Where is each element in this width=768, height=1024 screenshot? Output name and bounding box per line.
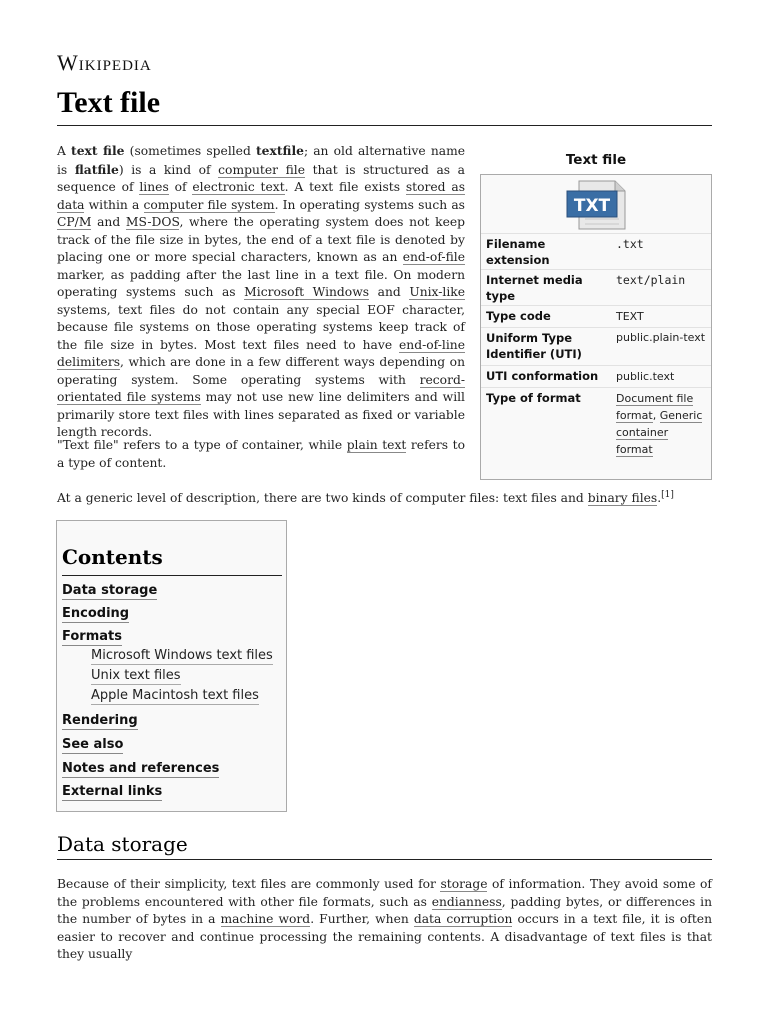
infobox-title: Text file: [565, 152, 627, 168]
link-stored-as-data[interactable]: stored as data: [57, 180, 466, 212]
infobox-value: text/plain: [616, 273, 686, 287]
link-electronic-text[interactable]: electronic text: [192, 180, 285, 194]
table-of-contents: [56, 520, 287, 812]
intro-paragraph: A text file (sometimes spelled textfile; an old alternative name is flatfile) is a kind of computer file that is structured as a sequence of lines of electronic text. A text file exists stored as data within a computer file system. In operating systems such as CP/M and MS-DOS, where the operating system does not keep track of the file size in bytes, the end of a text file is denoted by placing one or more special characters, known as an end-of-file marker, as padding after the last line in a text file. On modern operating systems such as Microsoft Windows and Unix-like systems, text files do not contain any special EOF character, because file systems on those operating systems keep track of the file size in bytes. Most text files need to have end-of-line delimiters, which are done in a few different ways depending on operating system. Some operating systems with record-orientated file systems may not use new line delimiters and will primarily store text files with lines separated as fixed or variable length records.: [57, 143, 466, 439]
infobox-value: Document file format, Generic container format: [616, 392, 703, 456]
link-machine-word[interactable]: machine word: [220, 912, 311, 926]
infobox-key: Uniform Type Identifier (UTI): [486, 331, 582, 361]
link-computer-file[interactable]: computer file: [218, 162, 305, 177]
toc-subitem-unix[interactable]: Unix text files: [91, 668, 181, 683]
txt-icon-label: TXT: [573, 196, 611, 216]
generic-paragraph: At a generic level of description, there are two kinds of computer files: text files and binary files.[1]: [57, 490, 674, 506]
infobox-row: [481, 387, 711, 480]
wikipedia-logo[interactable]: Wikipedia: [57, 50, 152, 75]
toc-item-notes[interactable]: Notes and references: [62, 761, 220, 776]
infobox-key: Type code: [486, 309, 551, 323]
link-plain-text[interactable]: plain text: [346, 438, 407, 452]
link-cpm[interactable]: CP/M: [57, 215, 92, 229]
infobox-row: [481, 305, 711, 328]
link-generic-container-format[interactable]: Generic container format: [616, 409, 703, 456]
bold-term: text file: [71, 143, 125, 158]
link-lines[interactable]: lines: [139, 180, 169, 194]
link-document-file-format[interactable]: Document file format: [616, 392, 694, 422]
bold-term: flatfile: [74, 161, 119, 177]
toc-item-see-also[interactable]: See also: [62, 737, 124, 752]
toc-item-formats[interactable]: Formats: [62, 629, 122, 644]
toc-item-rendering[interactable]: Rendering: [62, 713, 138, 728]
infobox-key: UTI conformation: [486, 369, 599, 383]
link-unix-like[interactable]: Unix-like: [409, 285, 466, 299]
reference-1[interactable]: [1]: [661, 490, 674, 500]
link-end-of-line[interactable]: end-of-line: [399, 337, 465, 352]
infobox-key: Filename extension: [486, 237, 550, 267]
infobox: [480, 174, 712, 480]
infobox-value: TEXT: [616, 310, 644, 323]
section-heading-data-storage: Data storage: [57, 832, 188, 856]
toc-title: Contents: [62, 545, 163, 569]
infobox-key: Type of format: [486, 391, 581, 405]
toc-item-external-links[interactable]: External links: [62, 784, 163, 799]
link-computer-file-system[interactable]: computer file system: [143, 197, 275, 212]
infobox-row: [481, 269, 711, 306]
link-ms-dos[interactable]: MS-DOS: [125, 215, 180, 229]
toc-subitem-windows[interactable]: Microsoft Windows text files: [91, 648, 273, 663]
toc-subitem-mac[interactable]: Apple Macintosh text files: [91, 688, 259, 703]
link-binary-files[interactable]: binary files: [587, 491, 658, 506]
title-divider: [57, 125, 712, 126]
link-delimiters[interactable]: delimiters: [57, 355, 121, 369]
infobox-row: [481, 327, 711, 366]
toc-item-encoding[interactable]: Encoding: [62, 606, 130, 621]
link-data-corruption[interactable]: data corruption: [413, 912, 513, 926]
container-paragraph: "Text file" refers to a type of container, while plain text refers to a type of content.: [57, 438, 465, 470]
page-title: Text file: [57, 86, 161, 119]
infobox-value: public.plain-text: [616, 331, 706, 344]
link-record-oriented-file-systems[interactable]: record-orientated file systems: [57, 372, 465, 404]
toc-divider: [62, 575, 282, 576]
infobox-value: public.text: [616, 370, 675, 383]
infobox-row: [481, 233, 711, 270]
section-divider: [57, 859, 712, 860]
infobox-key: Internet media type: [486, 273, 583, 303]
infobox-value: .txt: [616, 237, 644, 251]
link-microsoft-windows[interactable]: Microsoft Windows: [244, 285, 370, 299]
link-storage[interactable]: storage: [440, 877, 488, 891]
link-endianness[interactable]: endianness: [431, 894, 502, 909]
data-storage-paragraph: Because of their simplicity, text files are commonly used for storage of information. They avoid some of the problems encountered with other file formats, such as endianness, padding bytes, or differences in the number of bytes in a machine word. Further, when data corruption occurs in a text file, it is often easier to recover and continue processing the remaining contents. A disadvantage of text files is that they usually: [57, 877, 712, 961]
txt-file-icon[interactable]: [565, 179, 629, 231]
toc-item-data-storage[interactable]: Data storage: [62, 583, 158, 598]
link-end-of-file[interactable]: end-of-file: [402, 250, 465, 264]
bold-term: textfile: [255, 143, 304, 158]
